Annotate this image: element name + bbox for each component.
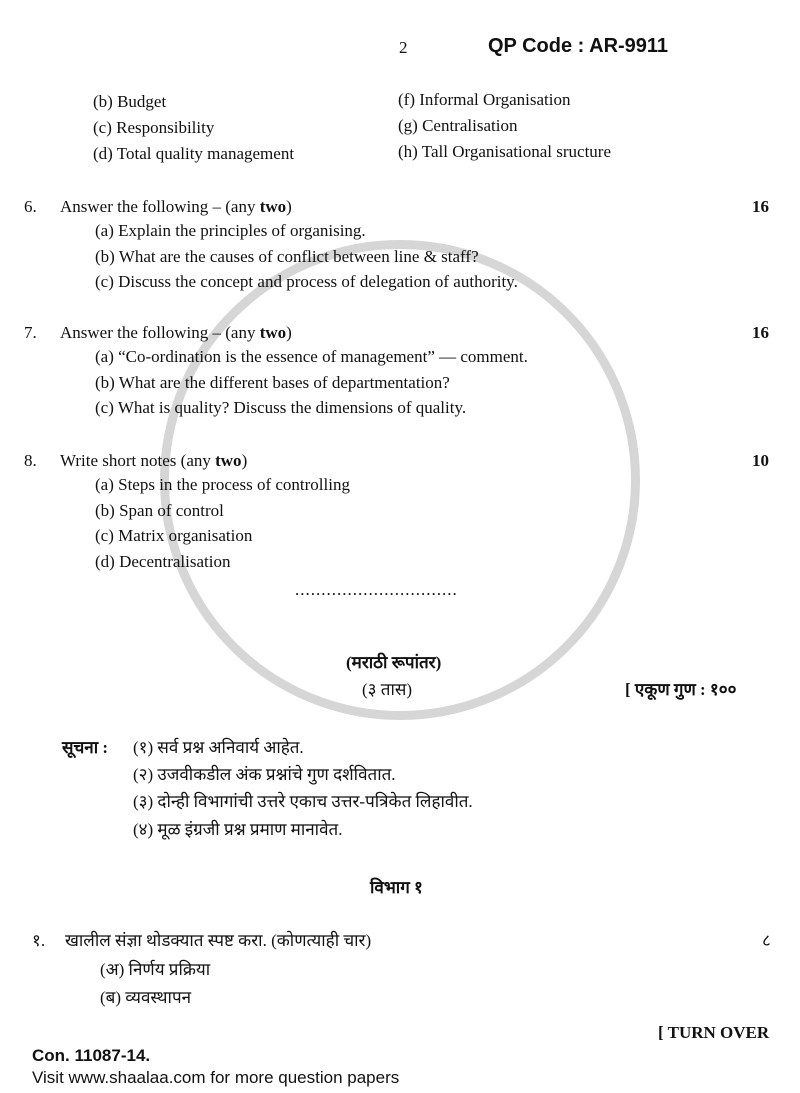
term-label: (g) (398, 116, 418, 135)
sub-label: (b) (95, 372, 115, 392)
sub-label: (c) (95, 526, 114, 546)
term-label: (c) (93, 118, 112, 137)
sub-text: Span of control (119, 500, 224, 520)
term-label: (h) (398, 142, 418, 161)
turn-over: [ TURN OVER (658, 1023, 770, 1042)
term-label: (b) (93, 92, 113, 111)
term-text: Total quality management (116, 144, 295, 163)
marathi-question-marks: ८ (762, 931, 771, 950)
sub-label: (d) (95, 552, 115, 572)
page-number: 2 (399, 38, 408, 57)
term-text: Tall Organisational sructure (421, 142, 611, 161)
sub-text: What are the causes of conflict between line & staff? (118, 246, 479, 266)
question-marks: 16 (752, 197, 769, 216)
marathi-question-number: १. (32, 931, 46, 950)
instructions-label: सूचना : (62, 738, 109, 757)
question-text (60, 197, 292, 217)
sub-question (95, 221, 366, 241)
sub-label: (a) (95, 221, 114, 240)
term-label: (f) (398, 90, 415, 109)
sub-question (95, 398, 466, 418)
sub-label: (c) (95, 272, 114, 292)
sub-text: Explain the principles of organising. (118, 221, 366, 240)
sub-text: Steps in the process of controlling (118, 475, 350, 494)
sub-question (95, 526, 252, 546)
term-item (398, 142, 611, 162)
term-text: Responsibility (116, 118, 215, 137)
instruction-item: (१) सर्व प्रश्न अनिवार्य आहेत. (133, 738, 304, 757)
section-heading: विभाग १ (370, 878, 423, 897)
instruction-item: (२) उजवीकडील अंक प्रश्नांचे गुण दर्शवितात. (133, 765, 396, 784)
term-item (398, 116, 517, 136)
question-prompt: Write short notes (any (60, 451, 216, 470)
question-prompt-end: ) (241, 451, 248, 470)
term-label: (d) (93, 144, 113, 163)
term-text: Centralisation (422, 116, 518, 135)
marathi-total-marks: [ एकूण गुण : १०० (625, 680, 737, 699)
sub-question (95, 272, 518, 292)
footer-con-code: Con. 11087-14. (32, 1046, 151, 1065)
question-number: 7. (24, 323, 37, 342)
sub-question (95, 247, 479, 267)
marathi-sub-item: (अ) निर्णय प्रक्रिया (100, 960, 211, 979)
term-item (93, 118, 214, 138)
marathi-question-text: खालील संज्ञा थोडक्यात स्पष्ट करा. (कोणत्याही चार) (65, 931, 372, 950)
question-marks: 10 (752, 451, 769, 470)
question-prompt-end: ) (286, 197, 292, 216)
sub-text: Matrix organisation (118, 526, 253, 546)
sub-question (95, 501, 224, 521)
question-text (60, 323, 292, 343)
term-text: Budget (117, 92, 167, 111)
term-item (93, 144, 294, 164)
sub-label: (b) (95, 500, 115, 520)
sub-text: Discuss the concept and process of delegation of authority. (118, 272, 518, 292)
sub-text: Decentralisation (119, 552, 231, 572)
question-text (60, 451, 247, 471)
question-marks: 16 (752, 323, 769, 342)
sub-text: What are the different bases of departmentation? (118, 372, 450, 392)
marathi-sub-item: (ब) व्यवस्थापन (100, 988, 192, 1007)
sub-label: (c) (95, 398, 114, 418)
qp-code: QP Code : AR-9911 (488, 35, 669, 57)
sub-text: “Co-ordination is the essence of management” — comment. (118, 347, 528, 366)
sub-label: (a) (95, 475, 114, 494)
question-number: 8. (24, 451, 37, 470)
sub-label: (b) (95, 246, 115, 266)
term-text: Informal Organisation (419, 90, 571, 109)
question-emphasis: two (259, 197, 287, 216)
separator: ............................... (295, 580, 458, 599)
marathi-duration: (३ तास) (362, 680, 412, 699)
question-emphasis: two (215, 451, 242, 470)
sub-question (95, 552, 230, 572)
question-number: 6. (24, 197, 37, 216)
sub-question (95, 347, 528, 367)
term-item (398, 90, 570, 110)
question-emphasis: two (259, 323, 287, 342)
sub-label: (a) (95, 347, 114, 366)
sub-question (95, 373, 450, 393)
instruction-item: (४) मूळ इंग्रजी प्रश्न प्रमाण मानावेत. (133, 820, 343, 839)
question-prompt-end: ) (286, 323, 292, 342)
sub-question (95, 475, 350, 495)
footer-visit-text: Visit www.shaalaa.com for more question papers (32, 1068, 400, 1087)
question-prompt: Answer the following – (any (60, 197, 260, 216)
marathi-title: (मराठी रूपांतर) (346, 653, 442, 672)
instruction-item: (३) दोन्ही विभागांची उत्तरे एकाच उत्तर-पत्रिकेत लिहावीत. (133, 792, 473, 811)
term-item (93, 92, 166, 112)
sub-text: What is quality? Discuss the dimensions of quality. (117, 398, 467, 418)
question-prompt: Answer the following – (any (60, 323, 260, 342)
